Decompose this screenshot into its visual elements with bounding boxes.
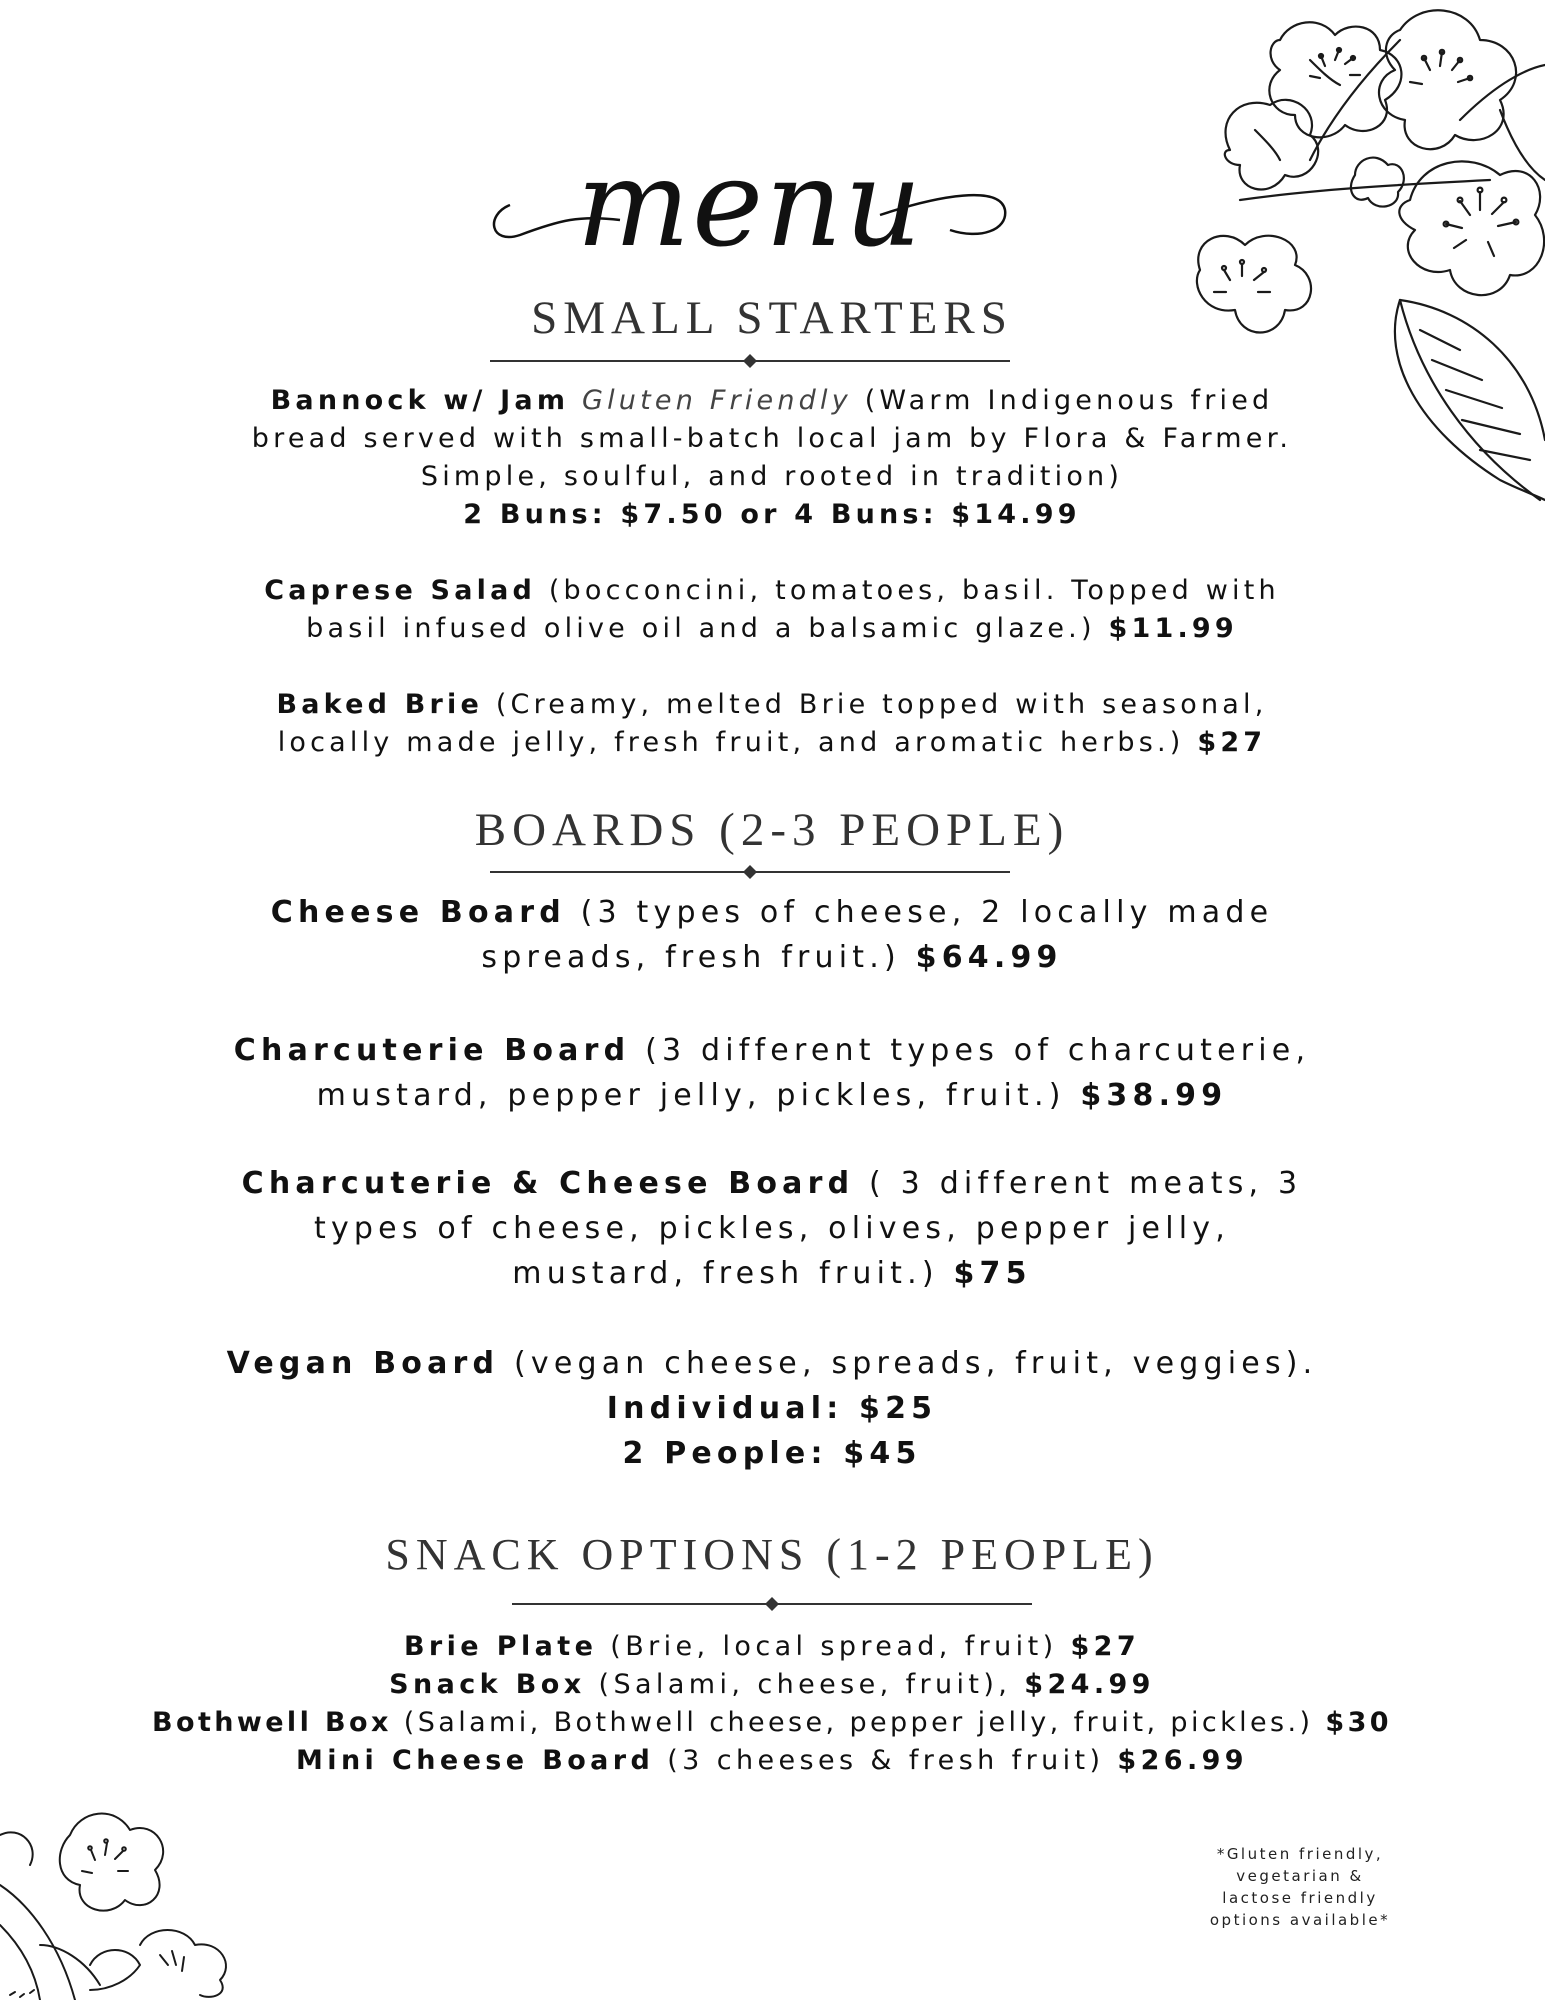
item-price: $27 bbox=[1197, 727, 1267, 758]
item-name: Caprese Salad bbox=[264, 575, 537, 606]
menu-item-cheese-board bbox=[172, 890, 1372, 980]
item-tag: Gluten Friendly bbox=[581, 385, 852, 416]
item-price: Individual: $25 bbox=[606, 1391, 938, 1426]
menu-item-snack-box bbox=[72, 1666, 1472, 1704]
item-price: 2 People: $45 bbox=[622, 1436, 922, 1471]
item-description: (3 types of cheese, 2 locally made bbox=[580, 895, 1274, 930]
item-description: basil infused olive oil and a balsamic glaze.) bbox=[306, 613, 1096, 644]
boards-items bbox=[172, 890, 1372, 1476]
item-price: $24.99 bbox=[1024, 1669, 1155, 1700]
snack-options-items bbox=[72, 1628, 1472, 1780]
item-price: $64.99 bbox=[915, 940, 1063, 975]
menu-title-text: menu bbox=[576, 135, 924, 274]
section-heading-boards: BOARDS (2-3 PEOPLE) bbox=[474, 804, 1070, 856]
menu-item-mini-cheese-board bbox=[72, 1742, 1472, 1780]
menu-item-charcuterie-board bbox=[172, 1028, 1372, 1118]
item-description: types of cheese, pickles, olives, pepper jelly, bbox=[314, 1211, 1230, 1246]
menu-item-vegan-board bbox=[172, 1341, 1372, 1476]
item-description: bread served with small-batch local jam by Flora & Farmer. bbox=[251, 423, 1293, 454]
item-price: $27 bbox=[1070, 1631, 1141, 1662]
item-name: Bannock w/ Jam bbox=[270, 385, 570, 416]
item-description: ( 3 different meats, 3 bbox=[869, 1166, 1303, 1201]
footnote-line: options available* bbox=[1209, 1911, 1391, 1929]
item-price: $75 bbox=[953, 1256, 1032, 1291]
item-description: (Salami, cheese, fruit), bbox=[598, 1669, 1012, 1700]
item-description: (Creamy, melted Brie topped with seasonal, bbox=[495, 689, 1268, 720]
item-name: Mini Cheese Board bbox=[296, 1745, 655, 1776]
item-price: $38.99 bbox=[1080, 1078, 1228, 1113]
item-name: Vegan Board bbox=[226, 1346, 500, 1381]
diamond-divider-icon bbox=[512, 1596, 1032, 1612]
menu-item-baked-brie bbox=[172, 686, 1372, 762]
footnote-line: *Gluten friendly, bbox=[1216, 1845, 1384, 1863]
menu-item-bannock bbox=[172, 382, 1372, 534]
item-name: Cheese Board bbox=[270, 895, 566, 930]
menu-item-caprese-salad bbox=[172, 572, 1372, 648]
menu-item-charcuterie-cheese-board bbox=[172, 1161, 1372, 1296]
section-heading-small-starters: SMALL STARTERS bbox=[531, 292, 1013, 344]
item-name: Baked Brie bbox=[276, 689, 484, 720]
item-description: (vegan cheese, spreads, fruit, veggies). bbox=[513, 1346, 1318, 1381]
small-starters-items bbox=[172, 382, 1372, 762]
footnote-line: lactose friendly bbox=[1222, 1889, 1378, 1907]
menu-title bbox=[480, 135, 1020, 275]
item-price: $30 bbox=[1325, 1707, 1392, 1738]
item-description: Simple, soulful, and rooted in tradition) bbox=[420, 461, 1124, 492]
diamond-divider-icon bbox=[490, 864, 1010, 880]
item-name: Charcuterie & Cheese Board bbox=[241, 1166, 855, 1201]
item-description: (Salami, Bothwell cheese, pepper jelly, fruit, pickles.) bbox=[403, 1707, 1314, 1738]
item-price: 2 Buns: $7.50 or 4 Buns: $14.99 bbox=[463, 499, 1081, 530]
item-description: locally made jelly, fresh fruit, and aromatic herbs.) bbox=[277, 727, 1185, 758]
footnote-line: vegetarian & bbox=[1236, 1867, 1364, 1885]
item-description: (3 cheeses & fresh fruit) bbox=[667, 1745, 1105, 1776]
floral-corner-bottom-left-icon bbox=[0, 1795, 270, 2000]
menu-item-bothwell-box bbox=[72, 1704, 1472, 1742]
item-name: Charcuterie Board bbox=[233, 1033, 631, 1068]
item-price: $11.99 bbox=[1108, 613, 1238, 644]
item-name: Snack Box bbox=[389, 1669, 586, 1700]
item-name: Bothwell Box bbox=[152, 1707, 392, 1738]
menu-item-brie-plate bbox=[72, 1628, 1472, 1666]
item-description: (3 different types of charcuterie, bbox=[645, 1033, 1311, 1068]
item-description: mustard, fresh fruit.) bbox=[512, 1256, 939, 1291]
item-price: $26.99 bbox=[1117, 1745, 1248, 1776]
item-description: spreads, fresh fruit.) bbox=[481, 940, 901, 975]
item-name: Brie Plate bbox=[403, 1631, 598, 1662]
dietary-footnote bbox=[1180, 1843, 1420, 1931]
item-description: (bocconcini, tomatoes, basil. Topped with bbox=[548, 575, 1280, 606]
item-description: mustard, pepper jelly, pickles, fruit.) bbox=[316, 1078, 1066, 1113]
item-description: (Warm Indigenous fried bbox=[864, 385, 1274, 416]
item-description: (Brie, local spread, fruit) bbox=[610, 1631, 1058, 1662]
diamond-divider-icon bbox=[490, 353, 1010, 369]
section-heading-snack-options: SNACK OPTIONS (1-2 PEOPLE) bbox=[385, 1530, 1159, 1579]
